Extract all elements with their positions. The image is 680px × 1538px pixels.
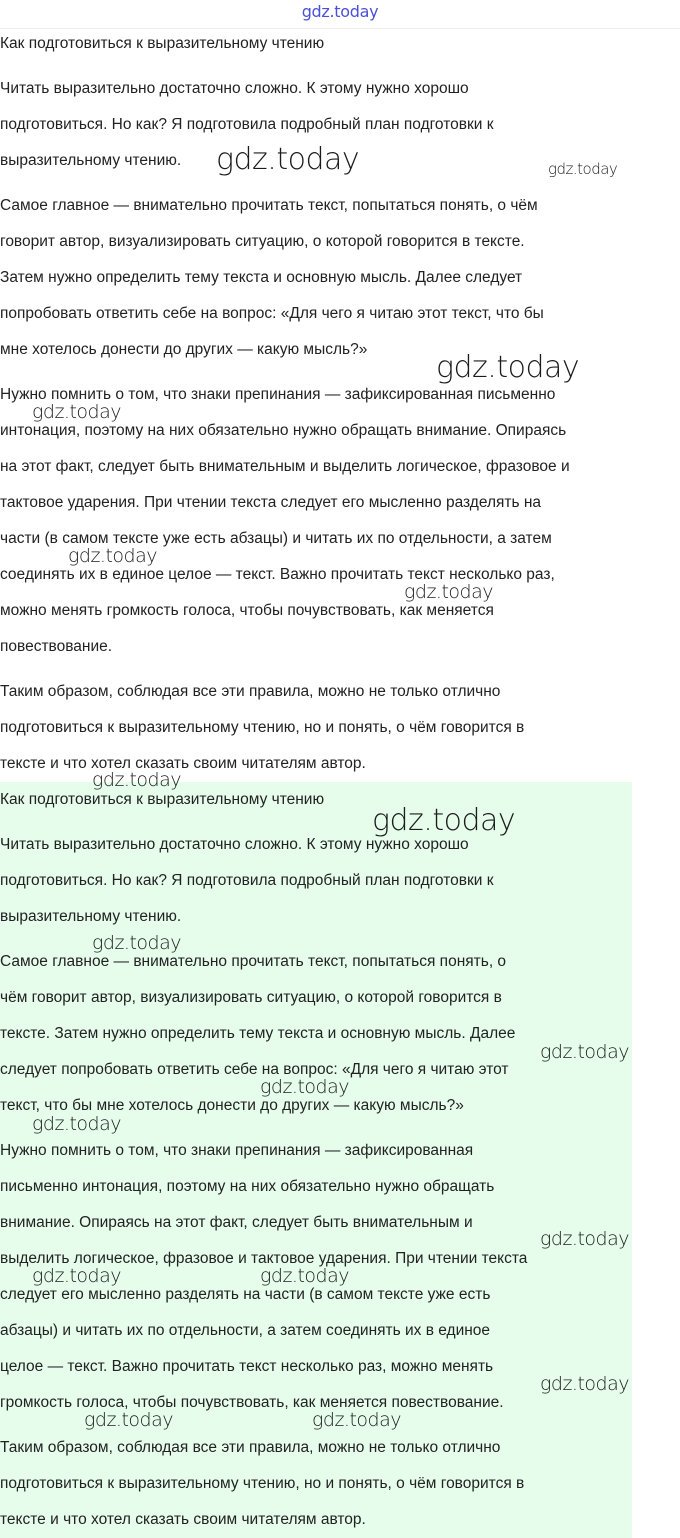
text-line: части (в самом тексте уже есть абзацы) и читать их по отдельности, а затем bbox=[0, 530, 552, 547]
text-line: Самое главное — внимательно прочитать текст, попытаться понять, о чём bbox=[0, 197, 538, 214]
watermark: gdz.today bbox=[260, 1076, 349, 1098]
watermark: gdz.today bbox=[68, 545, 157, 567]
text-line: абзацы) и читать их по отдельности, а затем соединять их в единое bbox=[0, 1322, 491, 1339]
text-line: Как подготовиться к выразительному чтению bbox=[0, 791, 325, 808]
text-line: письменно интонация, поэтому на них обязательно нужно обращать bbox=[0, 1178, 495, 1195]
text-line: тексте и что хотел сказать своим читателям автор. bbox=[0, 755, 366, 772]
watermark: gdz.today bbox=[92, 769, 181, 791]
text-line: следует его мысленно разделять на части (в самом тексте уже есть bbox=[0, 1286, 491, 1303]
watermark: gdz.today bbox=[540, 1373, 629, 1395]
text-line: следует попробовать ответить себе на вопрос: «Для чего я читаю этот bbox=[0, 1061, 509, 1078]
text-line: выделить логическое, фразовое и тактовое ударения. При чтении текста bbox=[0, 1250, 528, 1267]
text-line: Таким образом, соблюдая все эти правила, можно не только отлично bbox=[0, 1439, 501, 1456]
text-line: выразительному чтению. bbox=[0, 152, 182, 169]
watermark: gdz.today bbox=[436, 350, 580, 385]
watermark: gdz.today bbox=[92, 932, 181, 954]
text-line: чём говорит автор, визуализировать ситуацию, о которой говорится в bbox=[0, 989, 502, 1006]
text-line: соединять их в единое целое — текст. Важно прочитать текст несколько раз, bbox=[0, 566, 555, 583]
text-line: Как подготовиться к выразительному чтению bbox=[0, 35, 325, 52]
watermark: gdz.today bbox=[312, 1409, 401, 1431]
text-line: подготовиться к выразительному чтению, но и понять, о чём говорится в bbox=[0, 719, 525, 736]
watermark: gdz.today bbox=[32, 401, 121, 423]
text-line: текст, что бы мне хотелось донести до других — какую мысль?» bbox=[0, 1097, 464, 1114]
watermark: gdz.today bbox=[260, 1265, 349, 1287]
text-line: выразительному чтению. bbox=[0, 908, 182, 925]
watermark: gdz.today bbox=[540, 1228, 629, 1250]
text-line: тексте. Затем нужно определить тему текста и основную мысль. Далее bbox=[0, 1025, 516, 1042]
text-line: интонация, поэтому на них обязательно нужно обращать внимание. Опираясь bbox=[0, 422, 567, 439]
text-line: говорит автор, визуализировать ситуацию, о которой говорится в тексте. bbox=[0, 233, 525, 250]
watermark: gdz.today bbox=[540, 1041, 629, 1063]
text-line: можно менять громкость голоса, чтобы почувствовать, как меняется bbox=[0, 602, 494, 619]
text-line: Читать выразительно достаточно сложно. К этому нужно хорошо bbox=[0, 836, 469, 853]
text-line: целое — текст. Важно прочитать текст несколько раз, можно менять bbox=[0, 1358, 494, 1375]
text-line: Нужно помнить о том, что знаки препинания — зафиксированная письменно bbox=[0, 386, 556, 403]
text-line: повествование. bbox=[0, 638, 113, 655]
text-line: Читать выразительно достаточно сложно. К этому нужно хорошо bbox=[0, 80, 469, 97]
watermark: gdz.today bbox=[32, 1265, 121, 1287]
text-line: тексте и что хотел сказать своим читателям автор. bbox=[0, 1511, 366, 1528]
text-line: подготовиться. Но как? Я подготовила подробный план подготовки к bbox=[0, 872, 494, 889]
text-line: громкость голоса, чтобы почувствовать, как меняется повествование. bbox=[0, 1394, 504, 1411]
watermark: gdz.today bbox=[84, 1409, 173, 1431]
text-line: подготовиться. Но как? Я подготовила подробный план подготовки к bbox=[0, 116, 494, 133]
text-line: попробовать ответить себе на вопрос: «Для чего я читаю этот текст, что бы bbox=[0, 305, 544, 322]
text-line: Нужно помнить о том, что знаки препинания — зафиксированная bbox=[0, 1142, 474, 1159]
watermark: gdz.today bbox=[548, 160, 618, 178]
text-line: на этот факт, следует быть внимательным и выделить логическое, фразовое и bbox=[0, 458, 570, 475]
watermark: gdz.today bbox=[216, 142, 360, 177]
watermark: gdz.today bbox=[404, 581, 493, 603]
article-text-highlighted bbox=[0, 782, 632, 1538]
text-line: Самое главное — внимательно прочитать текст, попытаться понять, о bbox=[0, 953, 507, 970]
text-line: тактовое ударения. При чтении текста следует его мысленно разделять на bbox=[0, 494, 542, 511]
text-line: внимание. Опираясь на этот факт, следует быть внимательным и bbox=[0, 1214, 473, 1231]
site-header bbox=[0, 0, 680, 29]
text-line: подготовиться к выразительному чтению, но и понять, о чём говорится в bbox=[0, 1475, 525, 1492]
text-line: Таким образом, соблюдая все эти правила, можно не только отлично bbox=[0, 683, 501, 700]
site-link[interactable]: gdz.today bbox=[301, 2, 379, 21]
watermark: gdz.today bbox=[372, 803, 516, 838]
text-line: мне хотелось донести до других — какую мысль?» bbox=[0, 341, 368, 358]
watermark: gdz.today bbox=[32, 1113, 121, 1135]
text-line: Затем нужно определить тему текста и основную мысль. Далее следует bbox=[0, 269, 523, 286]
